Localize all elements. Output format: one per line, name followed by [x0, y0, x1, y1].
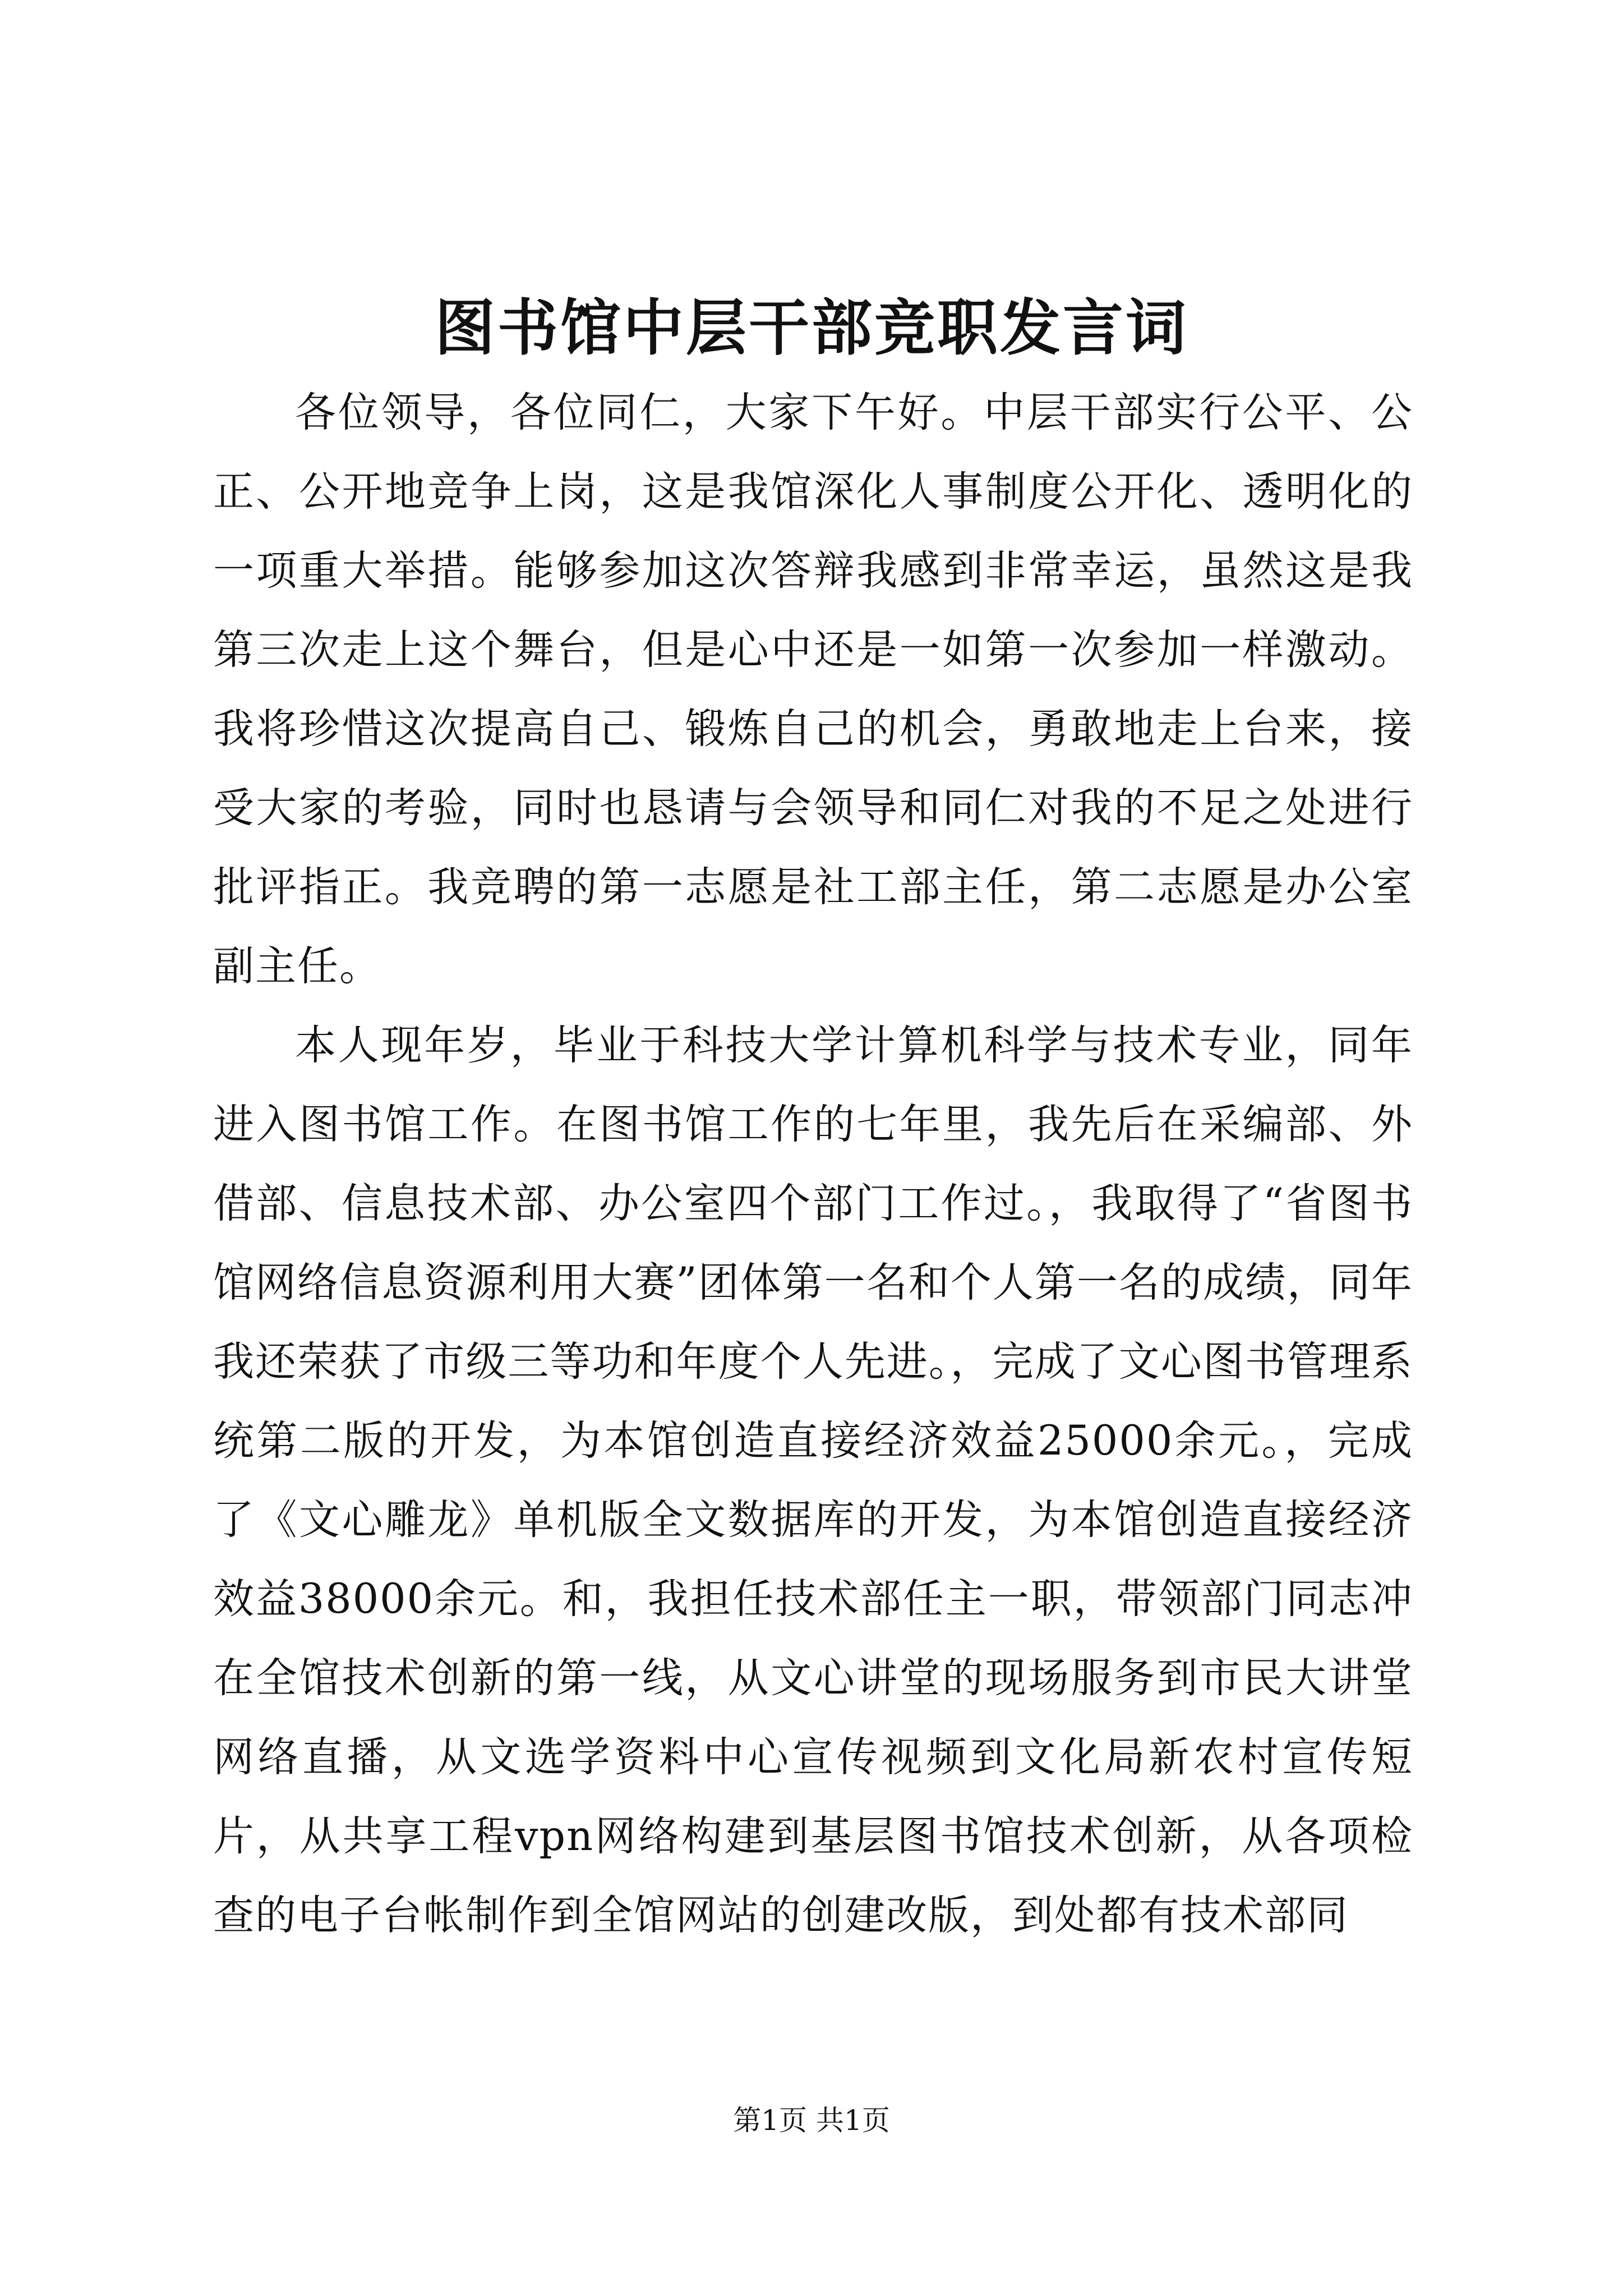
document-body	[213, 373, 1413, 1955]
paragraph-2: 本人现年岁，毕业于科技大学计算机科学与技术专业，同年进入图书馆工作。在图书馆工作的七年里，我先后在采编部、外借部、信息技术部、办公室四个部门工作过。，我取得了“省图书馆网络信息资源利用大赛”团体第一名和个人第一名的成绩，同年我还荣获了市级三等功和年度个人先进。，完成了文心图书管理系统第二版的开发，为本馆创造直接经济效益25000余元。，完成了《文心雕龙》单机版全文数据库的开发，为本馆创造直接经济效益38000余元。和，我担任技术部任主一职，带领部门同志冲在全馆技术创新的第一线，从文心讲堂的现场服务到市民大讲堂网络直播，从文选学资料中心宣传视频到文化局新农村宣传短片，从共享工程vpn网络构建到基层图书馆技术创新，从各项检查的电子台帐制作到全馆网站的创建改版，到处都有技术部同	[213, 1022, 1413, 1939]
paragraph-1: 各位领导，各位同仁，大家下午好。中层干部实行公平、公正、公开地竞争上岗，这是我馆深化人事制度公开化、透明化的一项重大举措。能够参加这次答辩我感到非常幸运，虽然这是我第三次走上这个舞台，但是心中还是一如第一次参加一样激动。我将珍惜这次提高自己、锻炼自己的机会，勇敢地走上台来，接受大家的考验，同时也恳请与会领导和同仁对我的不足之处进行批评指正。我竞聘的第一志愿是社工部主任，第二志愿是办公室副主任。	[213, 389, 1413, 990]
document-title: 图书馆中层干部竞职发言词	[434, 293, 1188, 364]
page-number-footer: 第1页 共1页	[733, 2104, 890, 2137]
